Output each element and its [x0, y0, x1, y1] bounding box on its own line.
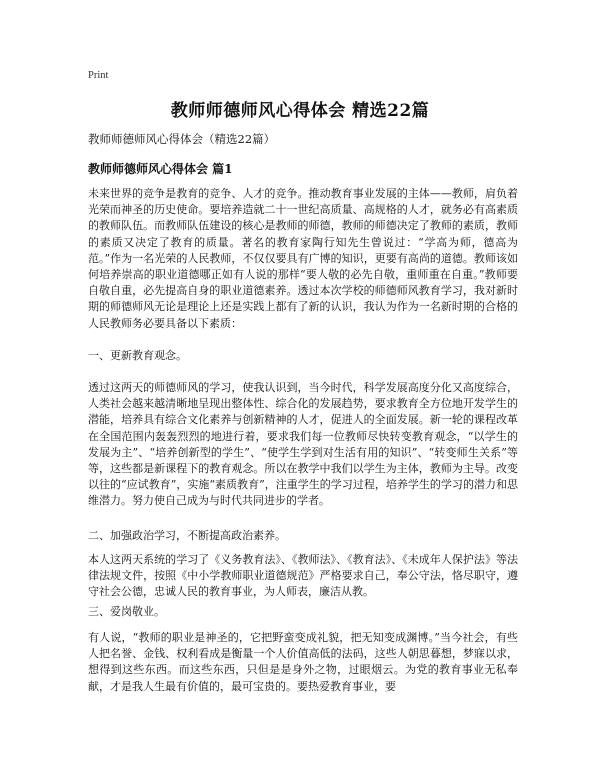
- subheading-1: 一、更新教育观念。: [88, 349, 187, 362]
- paragraph-intro: 未来世界的竞争是教育的竞争、人才的竞争。推动教育事业发展的主体——教师，肩负着光荣而神圣的历史使命。要培养造就二十一世纪高质量、高规格的人才，就务必有高素质的教师队伍。而教师队伍建设的核心是教师的师德，教师的师德决定了教师的素质，教师的素质又决定了教育的质量。著名的教育家陶行知先生曾说过：“学高为师，德高为范。”作为一名光荣的人民教师，不仅仅要具有广博的知识，更要有高尚的道德。教师该如何培养崇高的职业道德哪正如有人说的那样“要人敬的必先自敬，重师重在自重。”教师要自敬自重，必先提高自身的职业道德素养。透过本次学校的师德师风教育学习，我对新时期的师德师风无论是理论上还是实践上都有了新的认识，我认为作为一名新时期的合格的人民教师务必要具备以下素质：: [88, 187, 518, 330]
- paragraph-dedication: 有人说，“教师的职业是神圣的，它把野蛮变成礼貌，把无知变成渊博。”当今社会，有些人把名誉、金钱、权利看成是衡量一个人价值高低的法码，这些人朝思暮想，梦寐以求，想得到这些东西。而这些东西，只但是是身外之物，过眼烟云。为党的教育事业无私奉献，才是我人生最有价值的，最可宝贵的。要热爱教育事业，要: [88, 631, 518, 693]
- subheading-2: 二、加强政治学习，不断提高政治素养。: [88, 529, 286, 542]
- section-heading: 教师师德师风心得体会 篇1: [88, 162, 233, 176]
- paragraph-education-concept: 透过这两天的师德师风的学习，使我认识到，当今时代，科学发展高度分化又高度综合，人类社会越来越清晰地呈现出整体性、综合化的发展趋势，要求教育全方位地开发学生的潜能，培养具有综合文化素养与创新精神的人才，促进人的全面发展。新一轮的课程改革在全国范围内轰轰烈烈的地进行着，要求我们每一位教师尽快转变教育观念，“以学生的发展为主”、“培养创新型的学生”、“使学生学到对生活有用的知识”、“转变师生关系”等等，这些都是新课程下的教育观念。所以在教学中我们以学生为主体，教师为主导。改变以往的“应试教育”，实施“素质教育”，注重学生的学习过程，培养学生的学习的潜力和思维潜力。努力使自己成为与时代共同进步的学者。: [88, 381, 518, 508]
- document-subtitle: 教师师德师风心得体会（精选22篇）: [88, 132, 276, 146]
- print-label: Print: [88, 70, 109, 81]
- document-title: 教师师德师风心得体会 精选22篇: [170, 101, 430, 121]
- paragraph-political-study: 本人这两天系统的学习了《义务教育法》、《教师法》、《教育法》、《未成年人保护法》等法律法规文件，按照《中小学教师职业道德规范》严格要求自己，奉公守法，恪尽职守，遵守社会公德，忠诚人民的教育事业，为人师表，廉洁从教。: [88, 553, 518, 599]
- subheading-3: 三、爱岗敬业。: [88, 605, 165, 618]
